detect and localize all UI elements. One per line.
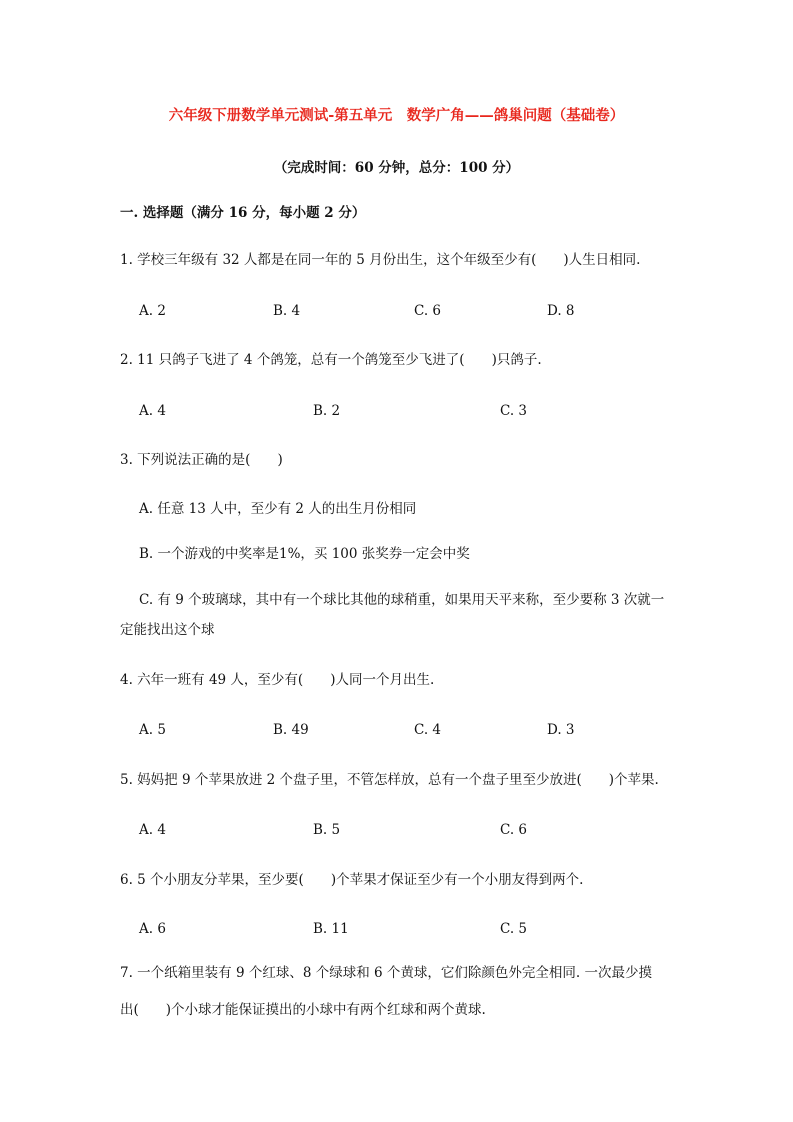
q6-option-b: B. 11 (313, 921, 349, 937)
q2-option-b: B. 2 (313, 403, 341, 419)
q2-option-a: A. 4 (139, 403, 166, 419)
q4-option-a: A. 5 (139, 722, 166, 738)
q3-option-b: B. 一个游戏的中奖率是1%，买 100 张奖券一定会中奖 (139, 546, 470, 562)
question-5: 5. 妈妈把 9 个苹果放进 2 个盘子里，不管怎样放，总有一个盘子里至少放进( )个苹果. (120, 772, 659, 788)
question-4: 4. 六年一班有 49 人，至少有( )人同一个月出生. (120, 672, 435, 688)
question-3: 3. 下列说法正确的是( ) (120, 452, 283, 468)
q3-option-c: C. 有 9 个玻璃球，其中有一个球比其他的球稍重，如果用天平来称，至少要称 3 次就一 (139, 592, 665, 608)
q1-option-d: D. 8 (547, 303, 575, 319)
q4-option-c: C. 4 (414, 722, 442, 738)
q4-option-d: D. 3 (547, 722, 575, 738)
q1-option-c: C. 6 (414, 303, 442, 319)
section-heading: 一. 选择题（满分 16 分，每小题 2 分） (120, 205, 366, 221)
q3-option-c-continued: 定能找出这个球 (120, 622, 215, 638)
q1-option-b: B. 4 (273, 303, 301, 319)
q4-option-b: B. 49 (273, 722, 309, 738)
q5-option-a: A. 4 (139, 822, 166, 838)
page-title: 六年级下册数学单元测试-第五单元 数学广角——鸽巢问题（基础卷） (168, 107, 625, 124)
q1-option-a: A. 2 (139, 303, 166, 319)
question-6: 6. 5 个小朋友分苹果，至少要( )个苹果才保证至少有一个小朋友得到两个. (120, 872, 584, 888)
q5-option-b: B. 5 (313, 822, 341, 838)
q6-option-c: C. 5 (500, 921, 528, 937)
exam-info: （完成时间：60 分钟，总分：100 分） (273, 160, 520, 176)
q5-option-c: C. 6 (500, 822, 528, 838)
question-1: 1. 学校三年级有 32 人都是在同一年的 5 月份出生，这个年级至少有( )人生日相同. (120, 252, 641, 268)
question-7: 7. 一个纸箱里装有 9 个红球、8 个绿球和 6 个黄球，它们除颜色外完全相同. 一次最少摸 (120, 965, 652, 981)
q3-option-a: A. 任意 13 人中，至少有 2 人的出生月份相同 (139, 501, 417, 517)
question-7-continued: 出( )个小球才能保证摸出的小球中有两个红球和两个黄球. (120, 1002, 486, 1018)
q2-option-c: C. 3 (500, 403, 528, 419)
q6-option-a: A. 6 (139, 921, 166, 937)
question-2: 2. 11 只鸽子飞进了 4 个鸽笼，总有一个鸽笼至少飞进了( )只鸽子. (120, 352, 542, 368)
